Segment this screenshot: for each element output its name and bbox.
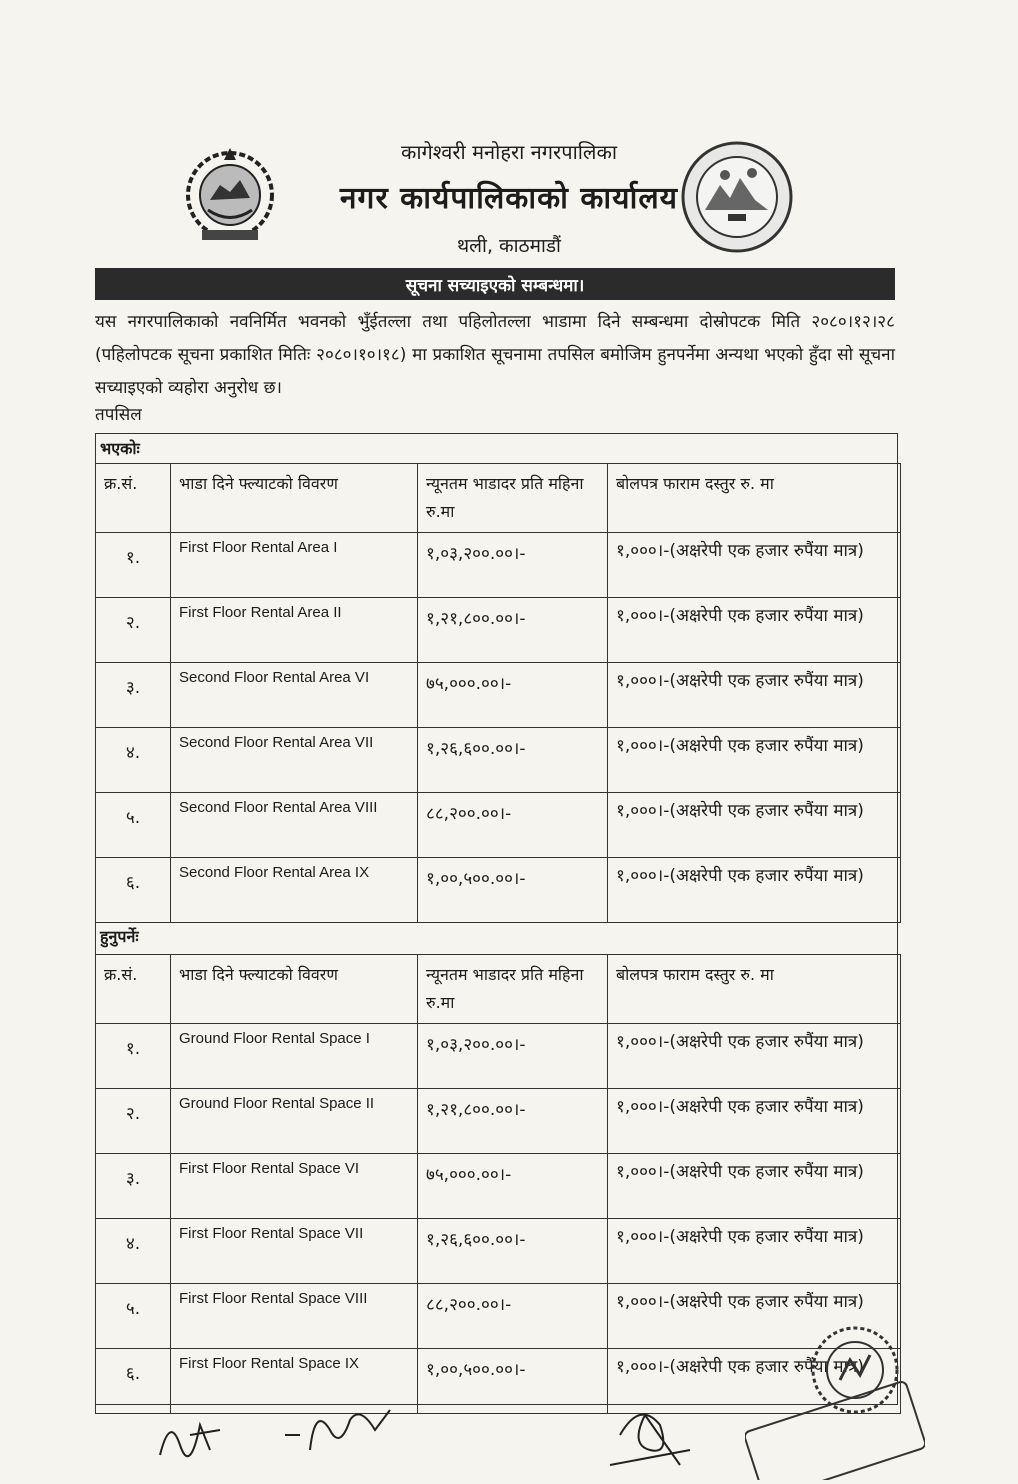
row-rate: १,२१,८००.००।- bbox=[418, 598, 608, 663]
table-row bbox=[96, 663, 901, 728]
row-fee: १,०००।-(अक्षरेपी एक हजार रुपैंया मात्र) bbox=[608, 728, 901, 793]
table-row bbox=[96, 1219, 901, 1284]
intro-paragraph: यस नगरपालिकाको नवनिर्मित भवनको भुँईतल्ला तथा पहिलोतल्ला भाडामा दिने सम्बन्धमा दोस्रोपटक मिति २०८०।१२।२८ (पहिलोपटक सूचना प्रकाशित मितिः २०८०।१०।१८) मा प्रकाशित सूचनामा तपसिल बमोजिम हुनपर्नेमा अन्यथा भएको हुँदा सो सूचना सच्याइएको व्यहोरा अनुरोध छ। bbox=[95, 312, 895, 398]
row-description: Second Floor Rental Area VIII bbox=[171, 793, 418, 858]
row-number: ५. bbox=[96, 793, 171, 858]
table-row bbox=[96, 533, 901, 598]
row-rate: १,२६,६००.००।- bbox=[418, 728, 608, 793]
row-number: ४. bbox=[96, 728, 171, 793]
tapasil-label: तपसिल bbox=[95, 405, 142, 425]
row-fee: १,०००।-(अक्षरेपी एक हजार रुपैंया मात्र) bbox=[608, 793, 901, 858]
row-fee: १,०००।-(अक्षरेपी एक हजार रुपैंया मात्र) bbox=[608, 1024, 901, 1089]
row-description: Second Floor Rental Area VII bbox=[171, 728, 418, 793]
row-fee: १,०००।-(अक्षरेपी एक हजार रुपैंया मात्र) bbox=[608, 598, 901, 663]
row-description: First Floor Rental Space VI bbox=[171, 1154, 418, 1219]
table-row bbox=[96, 1024, 901, 1089]
row-rate: ७५,०००.००।- bbox=[418, 663, 608, 728]
col-header-sn: क्र.सं. bbox=[96, 464, 171, 533]
col-header-desc: भाडा दिने फ्ल्याटको विवरण bbox=[171, 955, 418, 1024]
row-number: ३. bbox=[96, 663, 171, 728]
table-row bbox=[96, 1089, 901, 1154]
table-row bbox=[96, 858, 901, 923]
row-description: First Floor Rental Area I bbox=[171, 533, 418, 598]
col-header-fee: बोलपत्र फाराम दस्तुर रु. मा bbox=[608, 464, 901, 533]
row-number: १. bbox=[96, 533, 171, 598]
row-fee: १,०००।-(अक्षरेपी एक हजार रुपैंया मात्र) bbox=[608, 858, 901, 923]
col-header-desc: भाडा दिने फ्ल्याटको विवरण bbox=[171, 464, 418, 533]
office-title: नगर कार्यपालिकाको कार्यालय bbox=[339, 181, 679, 216]
subject-bar bbox=[95, 268, 895, 300]
row-description: Ground Floor Rental Space I bbox=[171, 1024, 418, 1089]
row-rate: १,२१,८००.००।- bbox=[418, 1089, 608, 1154]
table-header-row bbox=[96, 464, 901, 533]
section-after-label: हुनुपर्नेः bbox=[100, 927, 139, 946]
row-fee: १,०००।-(अक्षरेपी एक हजार रुपैंया मात्र) bbox=[608, 1219, 901, 1284]
row-number: २. bbox=[96, 598, 171, 663]
row-number: ३. bbox=[96, 1154, 171, 1219]
row-fee: १,०००।-(अक्षरेपी एक हजार रुपैंया मात्र) bbox=[608, 1089, 901, 1154]
row-description: Second Floor Rental Area VI bbox=[171, 663, 418, 728]
row-description: First Floor Rental Space IX bbox=[171, 1349, 418, 1414]
row-description: First Floor Rental Area II bbox=[171, 598, 418, 663]
row-rate: ७५,०००.००।- bbox=[418, 1154, 608, 1219]
section-before-label: भएकोः bbox=[100, 439, 140, 458]
row-fee: १,०००।-(अक्षरेपी एक हजार रुपैंया मात्र) bbox=[608, 1154, 901, 1219]
table-before-body bbox=[96, 533, 901, 923]
office-address: थली, काठमाडौं bbox=[457, 235, 561, 257]
table-before bbox=[95, 463, 901, 923]
col-header-fee: बोलपत्र फाराम दस्तुर रु. मा bbox=[608, 955, 901, 1024]
row-description: Second Floor Rental Area IX bbox=[171, 858, 418, 923]
table-header-row bbox=[96, 955, 901, 1024]
row-number: १. bbox=[96, 1024, 171, 1089]
signature-3 bbox=[600, 1395, 720, 1470]
row-description: First Floor Rental Space VII bbox=[171, 1219, 418, 1284]
row-number: ६. bbox=[96, 858, 171, 923]
col-header-sn: क्र.सं. bbox=[96, 955, 171, 1024]
row-rate: ८८,२००.००।- bbox=[418, 1284, 608, 1349]
signature-2 bbox=[280, 1400, 400, 1460]
row-description: First Floor Rental Space VIII bbox=[171, 1284, 418, 1349]
office-stamp bbox=[745, 1325, 925, 1480]
municipality-name: कागेश्वरी मनोहरा नगरपालिका bbox=[400, 140, 618, 164]
row-description: Ground Floor Rental Space II bbox=[171, 1089, 418, 1154]
table-row bbox=[96, 1154, 901, 1219]
row-rate: १,००,५००.००।- bbox=[418, 858, 608, 923]
row-rate: १,२६,६००.००।- bbox=[418, 1219, 608, 1284]
row-rate: १,००,५००.००।- bbox=[418, 1349, 608, 1414]
table-row bbox=[96, 793, 901, 858]
row-rate: ८८,२००.००।- bbox=[418, 793, 608, 858]
signature-1 bbox=[150, 1405, 230, 1465]
table-row bbox=[96, 728, 901, 793]
subject-text: सूचना सच्याइएको सम्बन्धमा। bbox=[405, 275, 585, 296]
row-number: ४. bbox=[96, 1219, 171, 1284]
row-number: २. bbox=[96, 1089, 171, 1154]
row-fee: १,०००।-(अक्षरेपी एक हजार रुपैंया मात्र) bbox=[608, 1284, 901, 1349]
row-fee: १,०००।-(अक्षरेपी एक हजार रुपैंया मात्र) bbox=[608, 533, 901, 598]
row-number: ६. bbox=[96, 1349, 171, 1414]
row-rate: १,०३,२००.००।- bbox=[418, 533, 608, 598]
col-header-rate: न्यूनतम भाडादर प्रति महिना रु.मा bbox=[418, 955, 608, 1024]
row-rate: १,०३,२००.००।- bbox=[418, 1024, 608, 1089]
col-header-rate: न्यूनतम भाडादर प्रति महिना रु.मा bbox=[418, 464, 608, 533]
row-fee: १,०००।-(अक्षरेपी एक हजार रुपैंया मात्र) bbox=[608, 1349, 901, 1414]
row-fee: १,०००।-(अक्षरेपी एक हजार रुपैंया मात्र) bbox=[608, 663, 901, 728]
table-row bbox=[96, 598, 901, 663]
row-number: ५. bbox=[96, 1284, 171, 1349]
